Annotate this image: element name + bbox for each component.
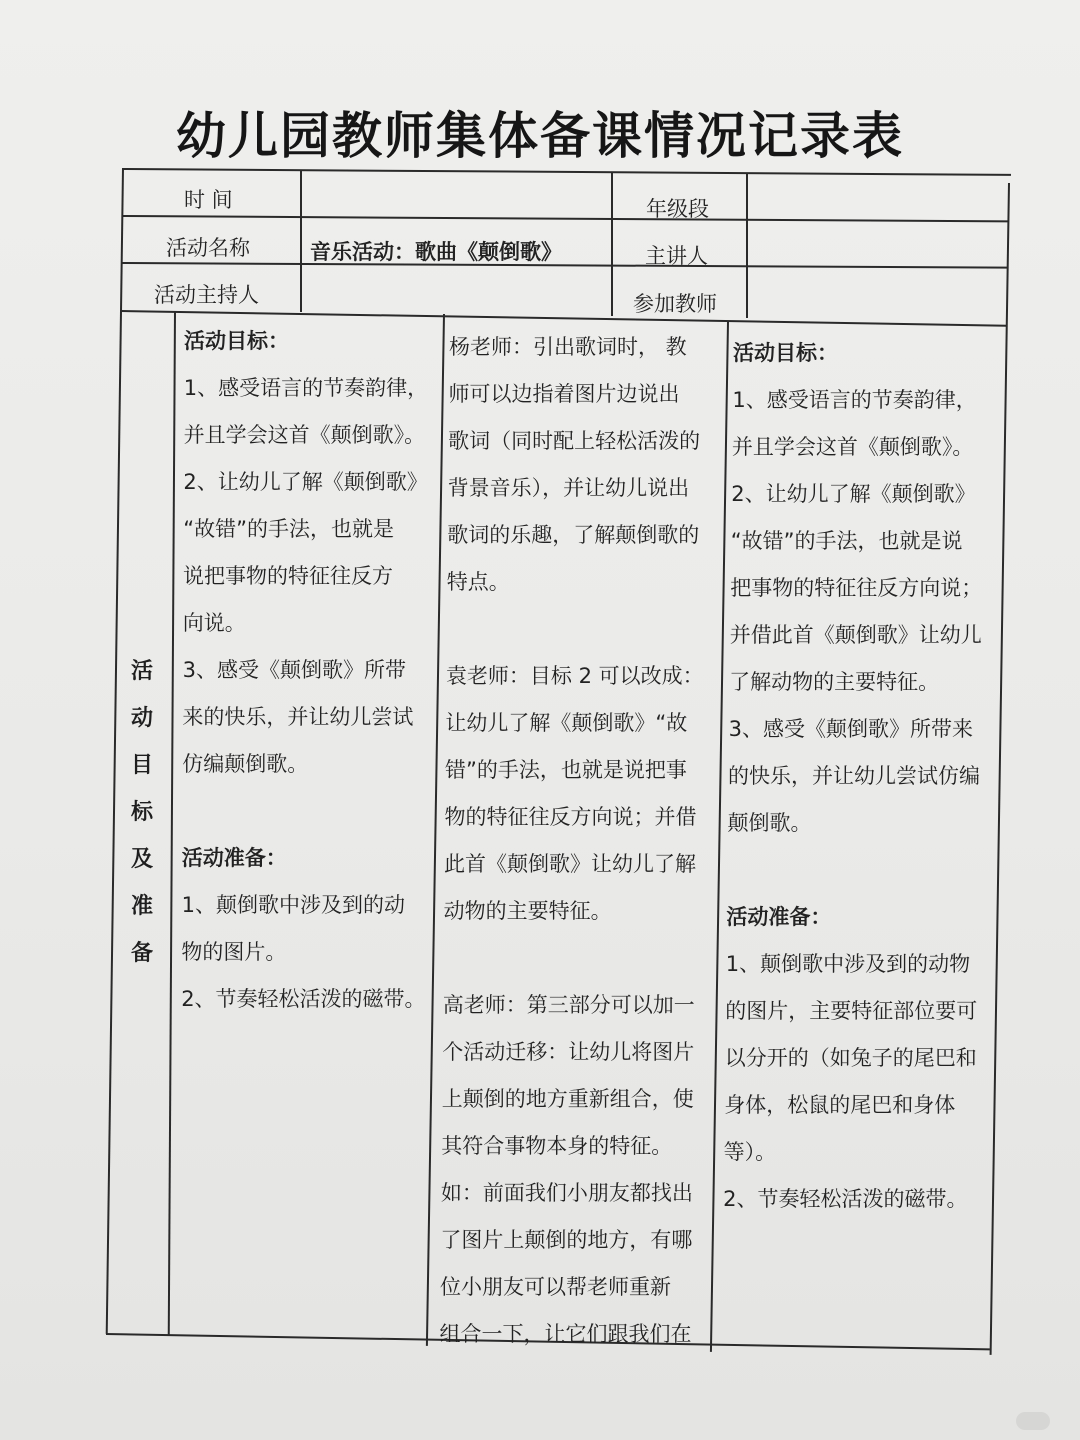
text-line: 让幼儿了解《颠倒歌》“故 [445,711,688,735]
header-col-divider-2 [611,172,613,316]
text-line: 颠倒歌。 [727,811,812,835]
text-line: 2、节奏轻松活泼的磁带。 [723,1187,968,1211]
text-line: 3、感受《颠倒歌》所带 [182,658,406,682]
body-col-divider-1 [168,311,176,1335]
text-line: 向说。 [182,611,246,635]
text-line: 错”的手法，也就是说把事 [445,758,687,782]
section-heading: 活动目标： [733,341,838,365]
section-label-goals-and-prep [127,648,157,977]
text-line: 1、感受语言的节奏韵律， [732,388,977,412]
text-line [443,935,701,982]
text-line: 歌词（同时配上轻松活泼的 [448,429,701,453]
text-line: 个活动迁移：让幼儿将图片 [442,1040,695,1064]
text-line: 1、感受语言的节奏韵律， [183,376,429,400]
section-label-char: 备 [130,941,153,966]
text-line: 动物的主要特征。 [443,899,612,923]
discussion-column [439,324,707,1358]
text-line: 了图片上颠倒的地方，有哪 [440,1228,693,1252]
text-line: 1、颠倒歌中涉及到的动物 [725,952,971,976]
text-line: 1、颠倒歌中涉及到的动 [181,893,405,917]
text-line: 说把事物的特征往反方 [183,564,393,588]
text-line: 把事物的特征往反方向说； [730,576,983,600]
header-col-divider-3 [746,174,748,318]
section-label-char: 动 [130,706,153,731]
text-line: 物的特征往反方向说；并借 [444,805,697,829]
text-line: 了解动物的主要特征。 [729,670,940,694]
section-label-char: 及 [130,847,153,872]
text-line: 位小朋友可以帮老师重新 [440,1275,671,1299]
text-line: “故错”的手法，也就是 [183,517,394,541]
text-line: 袁老师：目标 2 可以改成： [445,664,704,688]
text-line: 组合一下，让它们跟我们在 [439,1322,692,1346]
revised-plan-column [723,330,985,1223]
activity-name-label: 活动名称 [166,236,250,260]
section-label-char: 目 [130,753,153,778]
text-line [182,788,426,835]
participants-label: 参加教师 [633,292,717,316]
activity-name-value: 音乐活动：歌曲《颠倒歌》 [310,240,562,264]
host-label: 活动主持人 [154,283,259,307]
text-line: 的快乐，并让幼儿尝试仿编 [728,764,980,788]
text-line: 此首《颠倒歌》让幼儿了解 [444,852,696,876]
text-line: 身体，松鼠的尾巴和身体 [724,1093,956,1117]
speaker-label: 主讲人 [645,244,708,268]
text-line: 师可以边指着图片边说出 [448,382,680,406]
text-line: 以分开的（如兔子的尾巴和 [724,1046,977,1070]
section-heading: 活动准备： [726,905,832,929]
text-line: 高老师：第三部分可以加一 [442,993,695,1017]
section-label-char: 标 [130,800,153,825]
text-line: 的图片，主要特征部位要可 [725,999,978,1023]
text-line: 2、节奏轻松活泼的磁带。 [181,987,426,1011]
text-line [727,847,979,894]
text-line: 如：前面我们小朋友都找出 [440,1181,693,1205]
text-line: 上颠倒的地方重新组合，使 [441,1087,694,1111]
text-line: 仿编颠倒歌。 [182,752,309,776]
section-heading: 活动目标： [184,329,289,353]
text-line: 其符合事物本身的特征。 [441,1134,673,1158]
grade-label: 年级段 [646,197,709,221]
text-line: 歌词的乐趣，了解颠倒歌的 [447,523,700,547]
table-border-left [106,168,124,1334]
text-line [446,606,704,653]
row-divider-2 [122,262,1008,269]
text-line: 3、感受《颠倒歌》所带来 [728,717,973,741]
section-heading: 活动准备： [181,846,287,870]
text-line: 并且学会这首《颠倒歌》。 [731,435,974,459]
text-line: 杨老师：引出歌词时， 教 [449,335,687,359]
text-line: 来的快乐，并让幼儿尝试 [182,705,414,729]
section-label-char: 准 [130,894,153,919]
text-line: 物的图片。 [181,940,287,964]
text-line: “故错”的手法，也就是说 [730,529,963,553]
watermark-badge [1016,1412,1050,1430]
text-line: 背景音乐），并让幼儿说出 [447,476,690,500]
text-line: 特点。 [446,570,510,594]
page-title: 幼儿园教师集体备课情况记录表 [176,107,904,165]
table-border-right [990,183,1010,1355]
table-border-top [123,168,1011,176]
row-divider-1 [123,215,1009,222]
text-line: 等）。 [723,1140,777,1164]
header-col-divider-1 [300,170,302,312]
text-line: 并借此首《颠倒歌》让幼儿 [729,623,982,647]
section-label-char: 活 [130,659,153,684]
text-line: 2、让幼儿了解《颠倒歌》 [183,470,428,494]
text-line: 2、让幼儿了解《颠倒歌》 [731,482,976,506]
original-plan-column [181,318,429,1023]
time-label: 时 间 [184,188,233,212]
text-line: 并且学会这首《颠倒歌》。 [183,423,426,447]
